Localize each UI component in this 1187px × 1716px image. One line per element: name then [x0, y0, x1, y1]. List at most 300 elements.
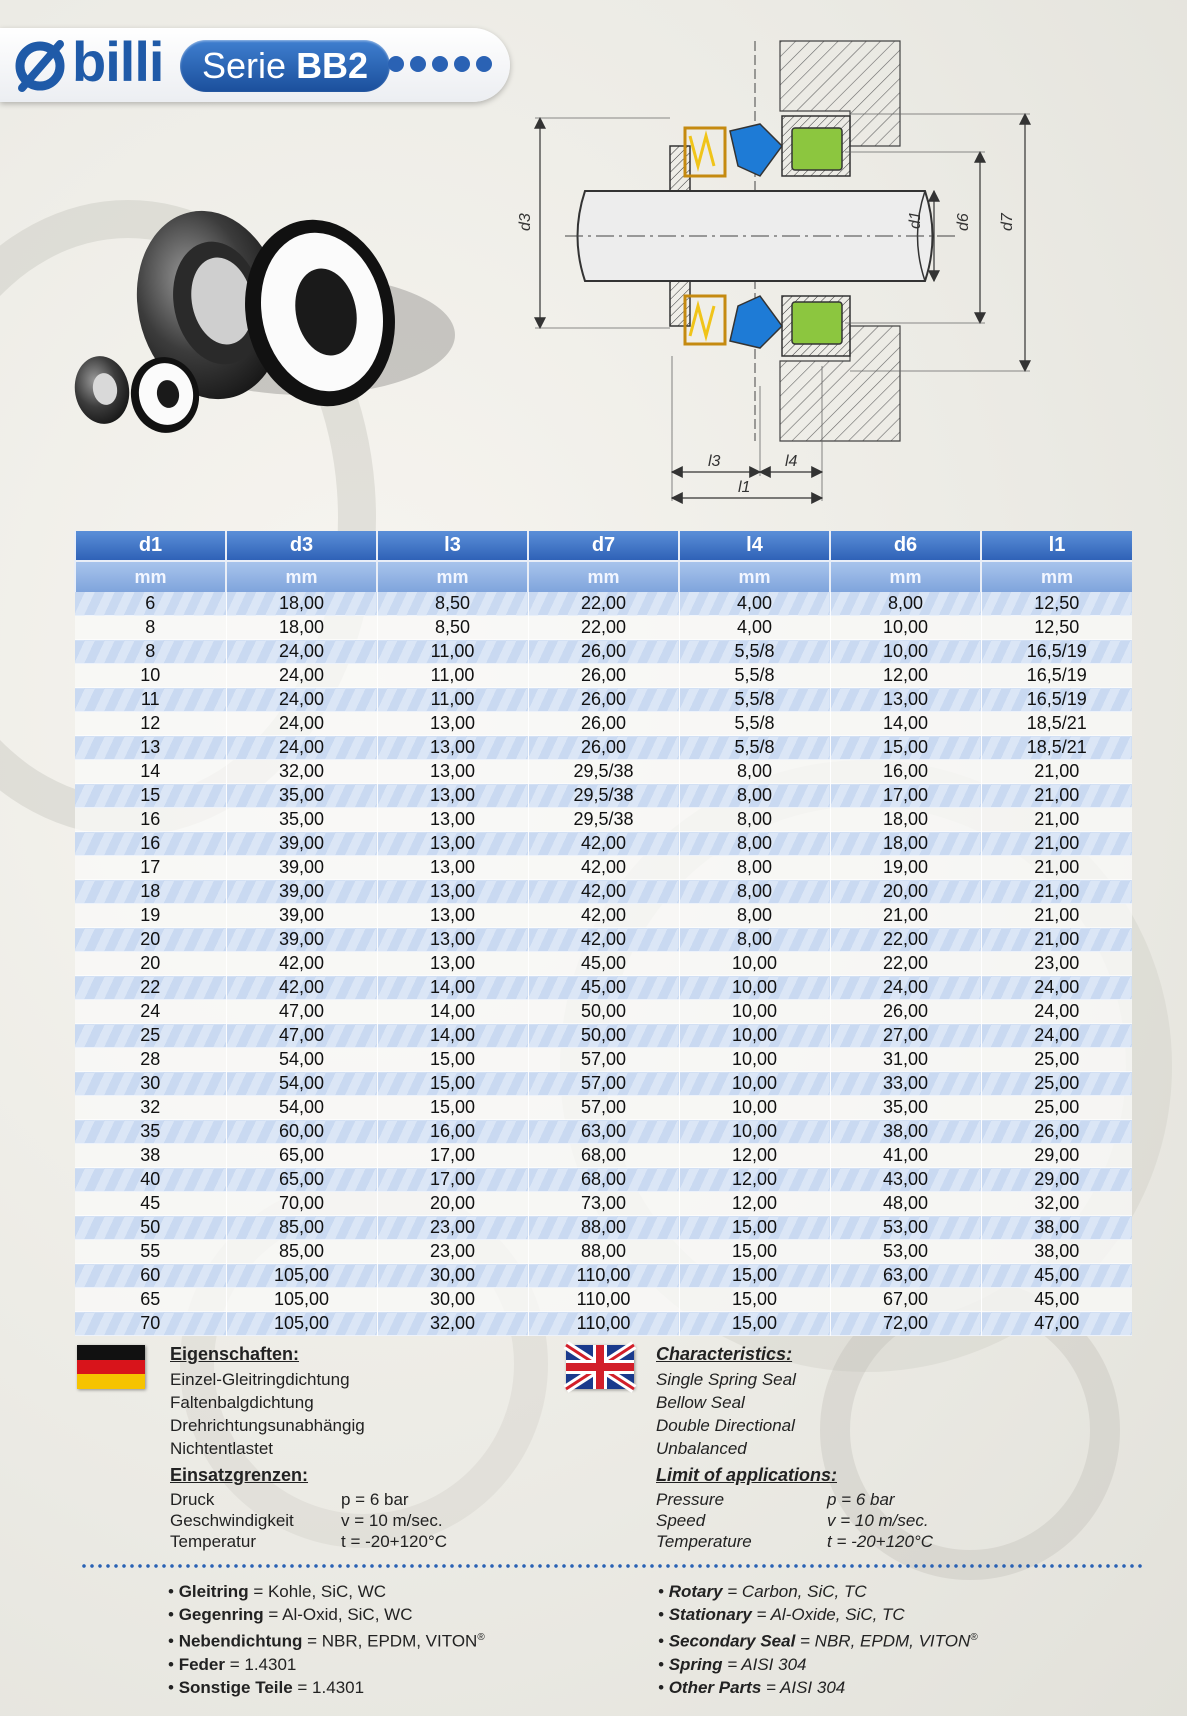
table-cell-d7: 42,00	[528, 856, 679, 880]
table-cell-l4: 4,00	[679, 592, 830, 616]
table-row	[75, 808, 1132, 832]
limit-key: Temperatur	[170, 1532, 256, 1551]
table-cell-d3: 39,00	[226, 928, 377, 952]
table-cell-l3: 14,00	[377, 1024, 528, 1048]
table-cell-d1: 17	[75, 856, 226, 880]
table-cell-l4: 10,00	[679, 1048, 830, 1072]
table-cell-d1: 55	[75, 1240, 226, 1264]
table-row	[75, 1240, 1132, 1264]
table-cell-d1: 8	[75, 616, 226, 640]
table-cell-d1: 70	[75, 1312, 226, 1336]
table-cell-d7: 88,00	[528, 1240, 679, 1264]
material-key: Nebendichtung	[178, 1631, 303, 1651]
table-cell-l4: 15,00	[679, 1288, 830, 1312]
table-cell-d1: 45	[75, 1192, 226, 1216]
characteristic-item: Bellow Seal	[656, 1393, 745, 1412]
table-cell-d1: 18	[75, 880, 226, 904]
table-cell-d6: 17,00	[830, 784, 981, 808]
table-cell-d6: 27,00	[830, 1024, 981, 1048]
table-cell-d6: 53,00	[830, 1216, 981, 1240]
table-cell-l1: 21,00	[981, 784, 1132, 808]
table-cell-d3: 24,00	[226, 640, 377, 664]
table-cell-d3: 47,00	[226, 1024, 377, 1048]
table-cell-d3: 47,00	[226, 1000, 377, 1024]
table-cell-d7: 42,00	[528, 904, 679, 928]
table-cell-l3: 11,00	[377, 640, 528, 664]
table-cell-l3: 23,00	[377, 1240, 528, 1264]
characteristics-title-en: Characteristics:	[656, 1344, 793, 1364]
table-cell-d3: 24,00	[226, 664, 377, 688]
table-body	[75, 592, 1132, 1336]
table-row	[75, 1312, 1132, 1336]
table-cell-l3: 30,00	[377, 1264, 528, 1288]
table-cell-d1: 50	[75, 1216, 226, 1240]
table-cell-d6: 26,00	[830, 1000, 981, 1024]
table-cell-l4: 15,00	[679, 1312, 830, 1336]
material-value: = Kohle, SiC, WC	[248, 1582, 387, 1601]
table-row	[75, 1120, 1132, 1144]
dotted-divider	[80, 1564, 1142, 1568]
table-cell-d1: 65	[75, 1288, 226, 1312]
table-cell-d1: 19	[75, 904, 226, 928]
table-cell-d3: 35,00	[226, 784, 377, 808]
limit-value: p = 6 bar	[341, 1490, 409, 1509]
table-cell-l4: 15,00	[679, 1240, 830, 1264]
table-cell-l3: 13,00	[377, 952, 528, 976]
limit-key: Druck	[170, 1490, 215, 1509]
table-cell-l1: 25,00	[981, 1048, 1132, 1072]
table-cell-d1: 10	[75, 664, 226, 688]
material-item: • Gegenring = Al-Oxid, SiC, WC	[168, 1605, 413, 1624]
table-cell-d7: 88,00	[528, 1216, 679, 1240]
table-cell-d3: 39,00	[226, 856, 377, 880]
table-cell-d6: 14,00	[830, 712, 981, 736]
table-cell-l3: 13,00	[377, 856, 528, 880]
table-cell-l1: 12,50	[981, 616, 1132, 640]
table-row	[75, 1216, 1132, 1240]
table-cell-d1: 25	[75, 1024, 226, 1048]
table-cell-d7: 42,00	[528, 832, 679, 856]
limit-value: v = 10 m/sec.	[341, 1511, 443, 1530]
material-item: • Gleitring = Kohle, SiC, WC	[168, 1582, 387, 1601]
table-cell-l1: 38,00	[981, 1216, 1132, 1240]
dimension-table	[74, 531, 1132, 1336]
table-cell-d1: 16	[75, 832, 226, 856]
table-cell-l3: 11,00	[377, 664, 528, 688]
table-cell-d3: 105,00	[226, 1264, 377, 1288]
table-cell-d6: 48,00	[830, 1192, 981, 1216]
material-item: • Stationary = Al-Oxide, SiC, TC	[658, 1605, 905, 1624]
table-cell-l4: 12,00	[679, 1192, 830, 1216]
table-cell-l4: 12,00	[679, 1168, 830, 1192]
table-cell-d3: 85,00	[226, 1240, 377, 1264]
table-cell-d7: 63,00	[528, 1120, 679, 1144]
table-cell-l3: 13,00	[377, 832, 528, 856]
table-cell-l3: 15,00	[377, 1096, 528, 1120]
table-cell-l3: 20,00	[377, 1192, 528, 1216]
table-cell-d1: 40	[75, 1168, 226, 1192]
table-cell-l1: 16,5/19	[981, 640, 1132, 664]
characteristic-item: Unbalanced	[656, 1439, 747, 1458]
table-cell-d3: 54,00	[226, 1072, 377, 1096]
table-cell-d3: 54,00	[226, 1048, 377, 1072]
table-cell-d6: 53,00	[830, 1240, 981, 1264]
table-cell-l4: 8,00	[679, 832, 830, 856]
table-cell-l1: 21,00	[981, 904, 1132, 928]
characteristic-item: Einzel-Gleitringdichtung	[170, 1370, 350, 1389]
material-key: Other Parts	[668, 1677, 762, 1697]
table-row	[75, 1000, 1132, 1024]
table-row	[75, 1168, 1132, 1192]
table-header-row	[75, 531, 1132, 561]
registered-mark: ®	[477, 1632, 485, 1643]
uk-flag-icon	[566, 1345, 634, 1389]
table-cell-d1: 6	[75, 592, 226, 616]
table-cell-d6: 31,00	[830, 1048, 981, 1072]
table-cell-d7: 57,00	[528, 1048, 679, 1072]
table-cell-l1: 21,00	[981, 880, 1132, 904]
material-item: • Sonstige Teile = 1.4301	[168, 1677, 365, 1697]
table-cell-l4: 10,00	[679, 976, 830, 1000]
table-cell-l1: 25,00	[981, 1096, 1132, 1120]
column-header: l3	[377, 531, 528, 561]
table-row	[75, 640, 1132, 664]
table-cell-l3: 14,00	[377, 976, 528, 1000]
table-cell-d7: 22,00	[528, 616, 679, 640]
table-cell-d7: 22,00	[528, 592, 679, 616]
table-cell-d7: 26,00	[528, 712, 679, 736]
characteristic-item: Double Directional	[656, 1416, 795, 1435]
limit-key: Pressure	[656, 1490, 725, 1509]
table-cell-l3: 13,00	[377, 784, 528, 808]
table-cell-d1: 32	[75, 1096, 226, 1120]
table-cell-l3: 13,00	[377, 712, 528, 736]
german-flag-icon	[77, 1345, 145, 1389]
limit-key: Speed	[656, 1511, 706, 1530]
table-cell-l4: 10,00	[679, 1024, 830, 1048]
table-cell-d6: 22,00	[830, 952, 981, 976]
technical-drawing	[517, 36, 1140, 516]
table-cell-l3: 15,00	[377, 1072, 528, 1096]
table-cell-d1: 20	[75, 952, 226, 976]
table-cell-l3: 13,00	[377, 880, 528, 904]
table-row	[75, 856, 1132, 880]
column-header: l4	[679, 531, 830, 561]
table-cell-d1: 12	[75, 712, 226, 736]
material-item: • Nebendichtung = NBR, EPDM, VITON®	[168, 1631, 485, 1651]
table-cell-d3: 65,00	[226, 1144, 377, 1168]
table-cell-l1: 16,5/19	[981, 688, 1132, 712]
characteristics-de	[170, 1343, 447, 1552]
header-dots	[388, 56, 492, 72]
table-cell-l4: 15,00	[679, 1264, 830, 1288]
table-cell-d1: 20	[75, 928, 226, 952]
material-value: = Carbon, SiC, TC	[722, 1582, 867, 1601]
table-cell-d1: 15	[75, 784, 226, 808]
table-cell-d3: 39,00	[226, 880, 377, 904]
column-unit: mm	[981, 561, 1132, 592]
table-cell-d3: 42,00	[226, 976, 377, 1000]
table-cell-d7: 45,00	[528, 976, 679, 1000]
table-cell-l1: 32,00	[981, 1192, 1132, 1216]
table-cell-l3: 8,50	[377, 616, 528, 640]
registered-mark: ®	[970, 1632, 978, 1643]
table-cell-l1: 21,00	[981, 808, 1132, 832]
table-cell-d1: 38	[75, 1144, 226, 1168]
table-cell-l1: 29,00	[981, 1144, 1132, 1168]
table-row	[75, 1192, 1132, 1216]
table-cell-d6: 18,00	[830, 832, 981, 856]
table-cell-d7: 42,00	[528, 928, 679, 952]
table-cell-d6: 19,00	[830, 856, 981, 880]
table-cell-d7: 68,00	[528, 1168, 679, 1192]
table-row	[75, 760, 1132, 784]
table-cell-l4: 8,00	[679, 928, 830, 952]
table-cell-d6: 18,00	[830, 808, 981, 832]
table-cell-l4: 10,00	[679, 952, 830, 976]
table-cell-l1: 23,00	[981, 952, 1132, 976]
table-cell-d1: 13	[75, 736, 226, 760]
material-value: = Al-Oxid, SiC, WC	[263, 1605, 413, 1624]
table-cell-l1: 18,5/21	[981, 736, 1132, 760]
table-cell-d7: 26,00	[528, 664, 679, 688]
table-cell-l1: 24,00	[981, 1024, 1132, 1048]
table-cell-d7: 42,00	[528, 880, 679, 904]
table-cell-d7: 110,00	[528, 1312, 679, 1336]
characteristics-en	[656, 1343, 933, 1552]
table-row	[75, 880, 1132, 904]
table-cell-d3: 54,00	[226, 1096, 377, 1120]
material-value: = 1.4301	[292, 1677, 365, 1697]
dim-label-d6: d6	[955, 213, 972, 231]
material-key: Gegenring	[178, 1605, 264, 1624]
table-cell-d7: 73,00	[528, 1192, 679, 1216]
table-cell-l3: 13,00	[377, 808, 528, 832]
table-cell-l4: 4,00	[679, 616, 830, 640]
series-code: BB2	[296, 45, 369, 86]
material-key: Spring	[668, 1654, 723, 1674]
table-cell-d3: 39,00	[226, 904, 377, 928]
column-unit: mm	[679, 561, 830, 592]
material-key: Sonstige Teile	[178, 1677, 293, 1697]
table-cell-l1: 29,00	[981, 1168, 1132, 1192]
table-cell-d3: 85,00	[226, 1216, 377, 1240]
table-cell-d3: 70,00	[226, 1192, 377, 1216]
column-header: d7	[528, 531, 679, 561]
limits-title-en: Limit of applications:	[656, 1465, 838, 1485]
material-value: = NBR, EPDM, VITON	[302, 1631, 478, 1651]
table-cell-d3: 24,00	[226, 712, 377, 736]
table-row	[75, 688, 1132, 712]
column-unit: mm	[226, 561, 377, 592]
table-cell-d3: 60,00	[226, 1120, 377, 1144]
series-badge	[180, 40, 390, 92]
table-cell-d3: 35,00	[226, 808, 377, 832]
table-cell-d1: 30	[75, 1072, 226, 1096]
table-cell-l4: 8,00	[679, 760, 830, 784]
table-cell-l1: 45,00	[981, 1264, 1132, 1288]
table-cell-l4: 10,00	[679, 1072, 830, 1096]
column-unit: mm	[528, 561, 679, 592]
table-cell-d7: 57,00	[528, 1072, 679, 1096]
table-cell-d6: 16,00	[830, 760, 981, 784]
table-cell-d1: 8	[75, 640, 226, 664]
column-header: d6	[830, 531, 981, 561]
table-cell-l3: 17,00	[377, 1144, 528, 1168]
material-value: = AISI 304	[722, 1654, 807, 1674]
table-cell-l3: 13,00	[377, 928, 528, 952]
table-cell-d6: 72,00	[830, 1312, 981, 1336]
characteristic-item: Single Spring Seal	[656, 1370, 796, 1389]
table-cell-d6: 12,00	[830, 664, 981, 688]
table-cell-l3: 17,00	[377, 1168, 528, 1192]
table-row	[75, 928, 1132, 952]
table-cell-l4: 8,00	[679, 880, 830, 904]
table-cell-l3: 16,00	[377, 1120, 528, 1144]
material-key: Gleitring	[178, 1582, 249, 1601]
table-row	[75, 832, 1132, 856]
material-key: Secondary Seal	[668, 1631, 796, 1651]
table-cell-d3: 24,00	[226, 736, 377, 760]
material-value: = AISI 304	[761, 1677, 846, 1697]
material-item: • Spring = AISI 304	[658, 1654, 807, 1674]
table-cell-d6: 21,00	[830, 904, 981, 928]
table-cell-l1: 38,00	[981, 1240, 1132, 1264]
table-cell-d6: 13,00	[830, 688, 981, 712]
table-cell-d7: 68,00	[528, 1144, 679, 1168]
material-item: • Secondary Seal = NBR, EPDM, VITON®	[658, 1631, 978, 1651]
table-cell-l3: 8,50	[377, 592, 528, 616]
table-cell-d1: 35	[75, 1120, 226, 1144]
table-cell-l3: 13,00	[377, 760, 528, 784]
material-item: • Feder = 1.4301	[168, 1654, 297, 1674]
table-cell-l4: 15,00	[679, 1216, 830, 1240]
table-cell-d7: 50,00	[528, 1024, 679, 1048]
brand-name: billi	[72, 30, 164, 93]
table-cell-d3: 105,00	[226, 1312, 377, 1336]
dim-label-d3: d3	[517, 213, 534, 231]
table-cell-l1: 26,00	[981, 1120, 1132, 1144]
column-header: d3	[226, 531, 377, 561]
billi-logo-icon	[12, 38, 68, 94]
table-cell-l1: 16,5/19	[981, 664, 1132, 688]
table-cell-l4: 5,5/8	[679, 640, 830, 664]
table-cell-l1: 45,00	[981, 1288, 1132, 1312]
table-row	[75, 904, 1132, 928]
table-cell-d3: 24,00	[226, 688, 377, 712]
dim-label-l4: l4	[785, 453, 798, 470]
table-row	[75, 784, 1132, 808]
table-cell-l1: 47,00	[981, 1312, 1132, 1336]
table-cell-l1: 21,00	[981, 928, 1132, 952]
table-cell-d6: 63,00	[830, 1264, 981, 1288]
table-cell-d1: 16	[75, 808, 226, 832]
table-cell-l1: 12,50	[981, 592, 1132, 616]
dim-label-l1: l1	[738, 479, 751, 496]
limit-value: p = 6 bar	[827, 1490, 895, 1509]
limits-title-de: Einsatzgrenzen:	[170, 1465, 309, 1485]
column-header: l1	[981, 531, 1132, 561]
table-row	[75, 1072, 1132, 1096]
limit-key: Temperature	[656, 1532, 752, 1551]
table-cell-d7: 110,00	[528, 1264, 679, 1288]
table-row	[75, 712, 1132, 736]
table-cell-l3: 13,00	[377, 904, 528, 928]
table-row	[75, 976, 1132, 1000]
table-cell-d1: 24	[75, 1000, 226, 1024]
table-cell-l4: 12,00	[679, 1144, 830, 1168]
table-cell-d6: 41,00	[830, 1144, 981, 1168]
materials-en	[658, 1580, 978, 1699]
table-cell-l3: 11,00	[377, 688, 528, 712]
material-key: Rotary	[668, 1582, 723, 1601]
characteristic-item: Drehrichtungsunabhängig	[170, 1416, 365, 1435]
material-item: • Other Parts = AISI 304	[658, 1677, 846, 1697]
table-row	[75, 1288, 1132, 1312]
characteristics-title-de: Eigenschaften:	[170, 1344, 300, 1364]
table-cell-d7: 110,00	[528, 1288, 679, 1312]
limit-value: v = 10 m/sec.	[827, 1511, 929, 1530]
table-cell-d3: 39,00	[226, 832, 377, 856]
table-cell-d7: 29,5/38	[528, 808, 679, 832]
table-row	[75, 1264, 1132, 1288]
material-value: = NBR, EPDM, VITON	[795, 1631, 971, 1651]
table-cell-d6: 35,00	[830, 1096, 981, 1120]
series-label: Serie	[202, 45, 287, 86]
table-cell-l3: 15,00	[377, 1048, 528, 1072]
table-row	[75, 1024, 1132, 1048]
table-cell-d7: 29,5/38	[528, 760, 679, 784]
table-cell-d7: 26,00	[528, 688, 679, 712]
table-cell-l4: 8,00	[679, 784, 830, 808]
table-cell-l4: 8,00	[679, 808, 830, 832]
table-cell-d6: 33,00	[830, 1072, 981, 1096]
table-cell-d6: 43,00	[830, 1168, 981, 1192]
product-photo	[60, 195, 460, 455]
table-cell-l4: 8,00	[679, 856, 830, 880]
characteristic-item: Nichtentlastet	[170, 1439, 273, 1458]
table-row	[75, 736, 1132, 760]
table-cell-l4: 10,00	[679, 1120, 830, 1144]
table-cell-d7: 26,00	[528, 640, 679, 664]
material-value: = 1.4301	[224, 1654, 297, 1674]
table-cell-d1: 11	[75, 688, 226, 712]
table-cell-l3: 13,00	[377, 736, 528, 760]
table-cell-d7: 45,00	[528, 952, 679, 976]
table-row	[75, 1144, 1132, 1168]
material-item: • Rotary = Carbon, SiC, TC	[658, 1582, 867, 1601]
limit-value: t = -20+120°C	[827, 1532, 934, 1551]
table-cell-l1: 25,00	[981, 1072, 1132, 1096]
table-cell-d3: 42,00	[226, 952, 377, 976]
table-cell-d6: 22,00	[830, 928, 981, 952]
table-row	[75, 616, 1132, 640]
column-header: d1	[75, 531, 226, 561]
table-cell-l1: 18,5/21	[981, 712, 1132, 736]
table-cell-l1: 21,00	[981, 856, 1132, 880]
table-cell-l4: 5,5/8	[679, 688, 830, 712]
table-row	[75, 1096, 1132, 1120]
limit-key: Geschwindigkeit	[170, 1511, 294, 1530]
materials-de	[168, 1580, 485, 1699]
characteristic-item: Faltenbalgdichtung	[170, 1393, 314, 1412]
table-cell-l4: 8,00	[679, 904, 830, 928]
table-cell-d3: 32,00	[226, 760, 377, 784]
table-cell-d1: 60	[75, 1264, 226, 1288]
table-cell-d7: 29,5/38	[528, 784, 679, 808]
table-unit-row	[75, 561, 1132, 592]
table-cell-l1: 21,00	[981, 832, 1132, 856]
